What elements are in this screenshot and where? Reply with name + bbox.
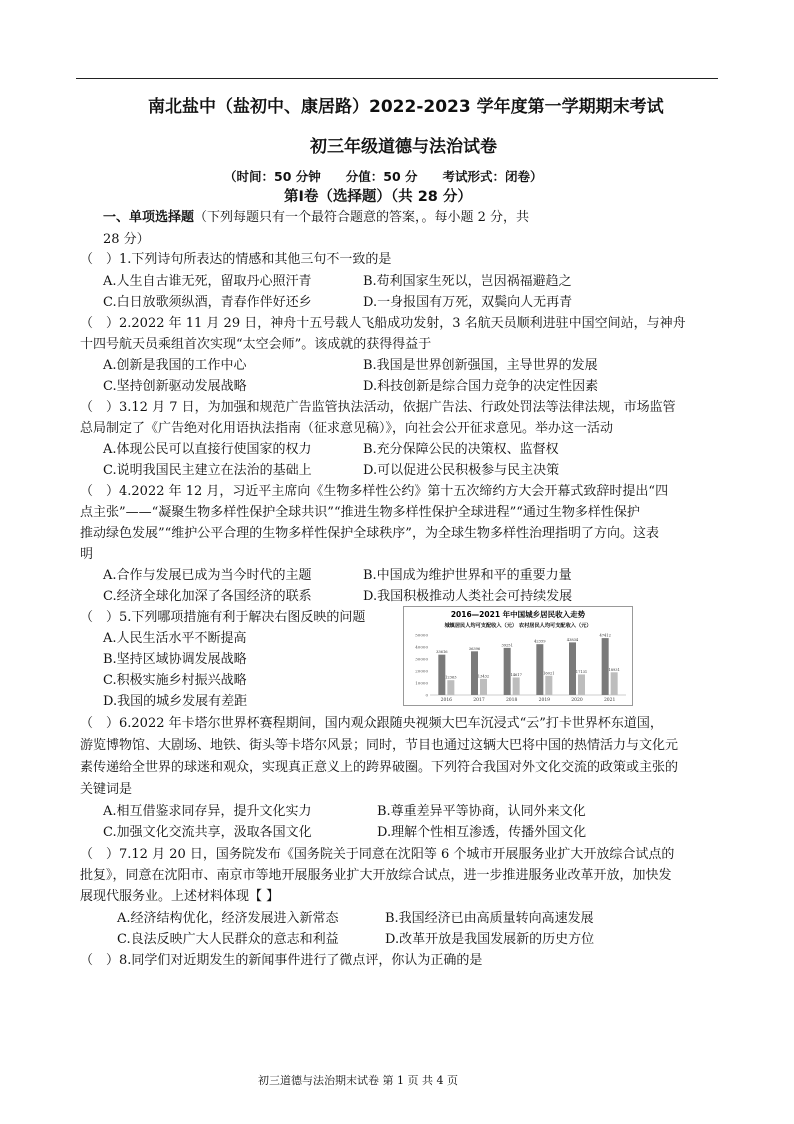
- q1-option-d: D.一身报国有万死，双鬓向人无再青: [363, 295, 573, 310]
- q2-option-d: D.科技创新是综合国力竞争的决定性因素: [363, 379, 599, 394]
- q6-option-d: D.理解个性相互渗透，传播外国文化: [377, 825, 587, 840]
- chart-title: 2016—2021 年中国城乡居民收入走势: [450, 610, 586, 619]
- q4-option-b: B.中国成为维护世界和平的重要力量: [363, 568, 572, 583]
- chart-data-label: 17131: [575, 669, 588, 674]
- q6-option-b: B.尊重差异平等协商，认同外来文化: [377, 804, 586, 819]
- chart-x-tick: 2019: [538, 698, 551, 703]
- chart-data-label: 43834: [566, 637, 579, 642]
- chart-bar-rural-2021: [611, 672, 618, 695]
- q3-stem-line1: （ ）3.12 月 7 日，为加强和规范广告监管执法活动，依据广告法、行政处罚法等法律法规，市场监管: [80, 400, 676, 415]
- chart-bar-urban-2018: [504, 648, 511, 695]
- chart-bar-rural-2017: [480, 679, 487, 695]
- chart-data-label: 14617: [510, 672, 522, 677]
- q1-option-c: C.白日放歌须纵酒，青春作伴好还乡: [103, 295, 312, 310]
- chart-bar-urban-2021: [602, 638, 609, 695]
- chart-bar-urban-2020: [569, 642, 576, 695]
- exam-info: （时间：50 分钟 分值：50 分 考试形式：闭卷）: [224, 169, 543, 184]
- chart-y-tick: 10000: [415, 680, 428, 686]
- q4-stem-line4: 明: [80, 547, 94, 562]
- q4-option-d: D.我国积极推动人类社会可持续发展: [363, 589, 573, 604]
- q7-option-b: B.我国经济已由高质量转向高速发展: [385, 911, 594, 926]
- q6-option-c: C.加强文化交流共享，汲取各国文化: [103, 825, 312, 840]
- q3-option-d: D.可以促进公民积极参与民主决策: [363, 463, 560, 478]
- chart-x-tick: 2018: [505, 698, 518, 703]
- q5-option-c: C.积极实施乡村振兴战略: [103, 673, 247, 688]
- q5-stem: （ ）5.下列哪项措施有利于解决右图反映的问题: [80, 610, 366, 625]
- chart-bar-urban-2017: [471, 651, 478, 695]
- q6-option-a: A.相互借鉴求同存异，提升文化实力: [103, 804, 312, 819]
- q7-stem-line2: 批复》，同意在沈阳市、南京市等地开展服务业扩大开放综合试点，进一步推进服务业改革开放，加快发: [80, 868, 672, 883]
- q7-option-d: D.改革开放是我国发展新的历史方位: [385, 932, 595, 947]
- chart-data-label: 33616: [436, 650, 448, 655]
- q1-stem: （ ）1.下列诗句所表达的情感和其他三句不一致的是: [80, 252, 392, 267]
- chart-data-label: 47412: [599, 633, 611, 638]
- q6-stem-line3: 素传递给全世界的球迷和观众，实现真正意义上的跨界破圈。下列符合我国对外文化交流的政策或主张的: [80, 760, 679, 775]
- q5-option-d: D.我国的城乡发展有差距: [103, 694, 248, 709]
- chart-data-label: 42359: [534, 639, 546, 644]
- q6-stem-line2: 游览博物馆、大剧场、地铁、街头等卡塔尔风景；同时，节目也通过这辆大巴将中国的热情活力与文化元: [80, 738, 679, 753]
- chart-x-tick: 2017: [473, 698, 485, 703]
- chart-bar-rural-2019: [545, 676, 552, 695]
- chart-data-label: 13432: [477, 674, 490, 679]
- q1-option-b: B.苟利国家生死以，岂因祸福避趋之: [363, 274, 572, 289]
- chart-data-label: 16021: [543, 671, 555, 676]
- page-footer: 初三道德与法治期末试卷 第 1 页 共 4 页: [258, 1074, 458, 1087]
- chart-bars: [415, 633, 626, 704]
- chart-data-label: 36396: [468, 646, 481, 651]
- q4-option-c: C.经济全球化加深了各国经济的联系: [103, 589, 312, 604]
- chart-y-tick: 0: [425, 692, 428, 698]
- section-heading: 一、单项选择题: [103, 210, 195, 225]
- q4-option-a: A.合作与发展已成为当今时代的主题: [103, 568, 312, 583]
- section-instruction: [103, 208, 529, 228]
- q2-option-a: A.创新是我国的工作中心: [103, 358, 247, 373]
- chart-data-label: 12363: [445, 675, 457, 680]
- income-chart-svg: [404, 607, 632, 705]
- chart-x-tick: 2016: [440, 698, 453, 703]
- q3-option-a: A.体现公民可以直接行使国家的权力: [103, 442, 312, 457]
- chart-bar-rural-2020: [578, 674, 585, 695]
- q6-stem-line4: 关键词是: [80, 782, 133, 797]
- chart-bar-rural-2016: [447, 680, 454, 695]
- q5-option-b: B.坚持区域协调发展战略: [103, 652, 247, 667]
- chart-y-tick: 50000: [415, 632, 428, 638]
- q2-stem-line1: （ ）2.2022 年 11 月 29 日，神舟十五号载人飞船成功发射，3 名航天员顺利进驻中国空间站，与神舟: [80, 316, 686, 331]
- q2-option-c: C.坚持创新驱动发展战略: [103, 379, 247, 394]
- exam-title: 南北盐中（盐初中、康居路）2022-2023 学年度第一学期期末考试: [148, 97, 664, 117]
- q1-option-a: A.人生自古谁无死，留取丹心照汗青: [103, 274, 312, 289]
- q7-option-a: A.经济结构优化，经济发展进入新常态: [117, 911, 339, 926]
- q7-option-c: C.良法反映广大人民群众的意志和利益: [117, 932, 339, 947]
- q3-stem-line2: 总局制定了《广告绝对化用语执法指南（征求意见稿）》，向社会公开征求意见。举办这一活动: [80, 421, 614, 436]
- q7-stem-line3: 展现代服务业。上述材料体现【 】: [80, 889, 280, 904]
- chart-x-tick: 2021: [603, 698, 616, 703]
- exam-subtitle: 初三年级道德与法治试卷: [310, 137, 497, 157]
- header-rule: [76, 78, 718, 79]
- chart-data-label: 18931: [608, 667, 620, 672]
- q2-option-b: B.我国是世界创新强国，主导世界的发展: [363, 358, 598, 373]
- chart-bar-rural-2018: [513, 677, 520, 695]
- part-heading: 第Ⅰ卷（选择题）（共 28 分）: [284, 189, 472, 205]
- chart-bar-urban-2019: [536, 644, 543, 695]
- q4-stem-line1: （ ）4.2022 年 12 月，习近平主席向《生物多样性公约》第十五次缔约方大会开幕式致辞时提出“四: [80, 484, 669, 499]
- q7-stem-line1: （ ）7.12 月 20 日，国务院发布《国务院关于同意在沈阳等 6 个城市开展服务业扩大开放综合试点的: [80, 847, 675, 862]
- q5-option-a: A.人民生活水平不断提高: [103, 631, 247, 646]
- chart-data-label: 39251: [501, 643, 513, 648]
- q4-stem-line3: 推动绿色发展”“维护公平合理的生物多样性保护全球秩序”，为全球生物多样性治理指明了方向。这表: [80, 526, 659, 541]
- chart-y-tick: 40000: [415, 644, 428, 650]
- q2-stem-line2: 十四号航天员乘组首次实现“太空会师”。该成就的获得得益于: [80, 337, 432, 352]
- q6-stem-line1: （ ）6.2022 年卡塔尔世界杯赛程期间，国内观众跟随央视频大巴车沉浸式“云”打卡世界杯东道国，: [80, 716, 663, 731]
- q4-stem-line2: 点主张”——“凝聚生物多样性保护全球共识”“推进生物多样性保护全球进程”“通过生物多样性保护: [80, 505, 640, 520]
- chart-y-tick: 20000: [415, 668, 428, 674]
- chart-subtitle: 城镇居民人均可支配收入（元） 农村居民人均可支配收入（元）: [444, 623, 592, 629]
- chart-y-tick: 30000: [415, 656, 428, 662]
- chart-x-tick: 2020: [571, 698, 583, 703]
- q3-option-b: B.充分保障公民的决策权、监督权: [363, 442, 559, 457]
- section-instruction-line2: 28 分）: [103, 232, 150, 247]
- q8-stem: （ ）8.同学们对近期发生的新闻事件进行了微点评，你认为正确的是: [80, 953, 483, 968]
- income-chart: [403, 606, 633, 706]
- section-instruction-line1: （下列每题只有一个最符合题意的答案，。每小题 2 分，共: [194, 210, 530, 225]
- q3-option-c: C.说明我国民主建立在法治的基础上: [103, 463, 312, 478]
